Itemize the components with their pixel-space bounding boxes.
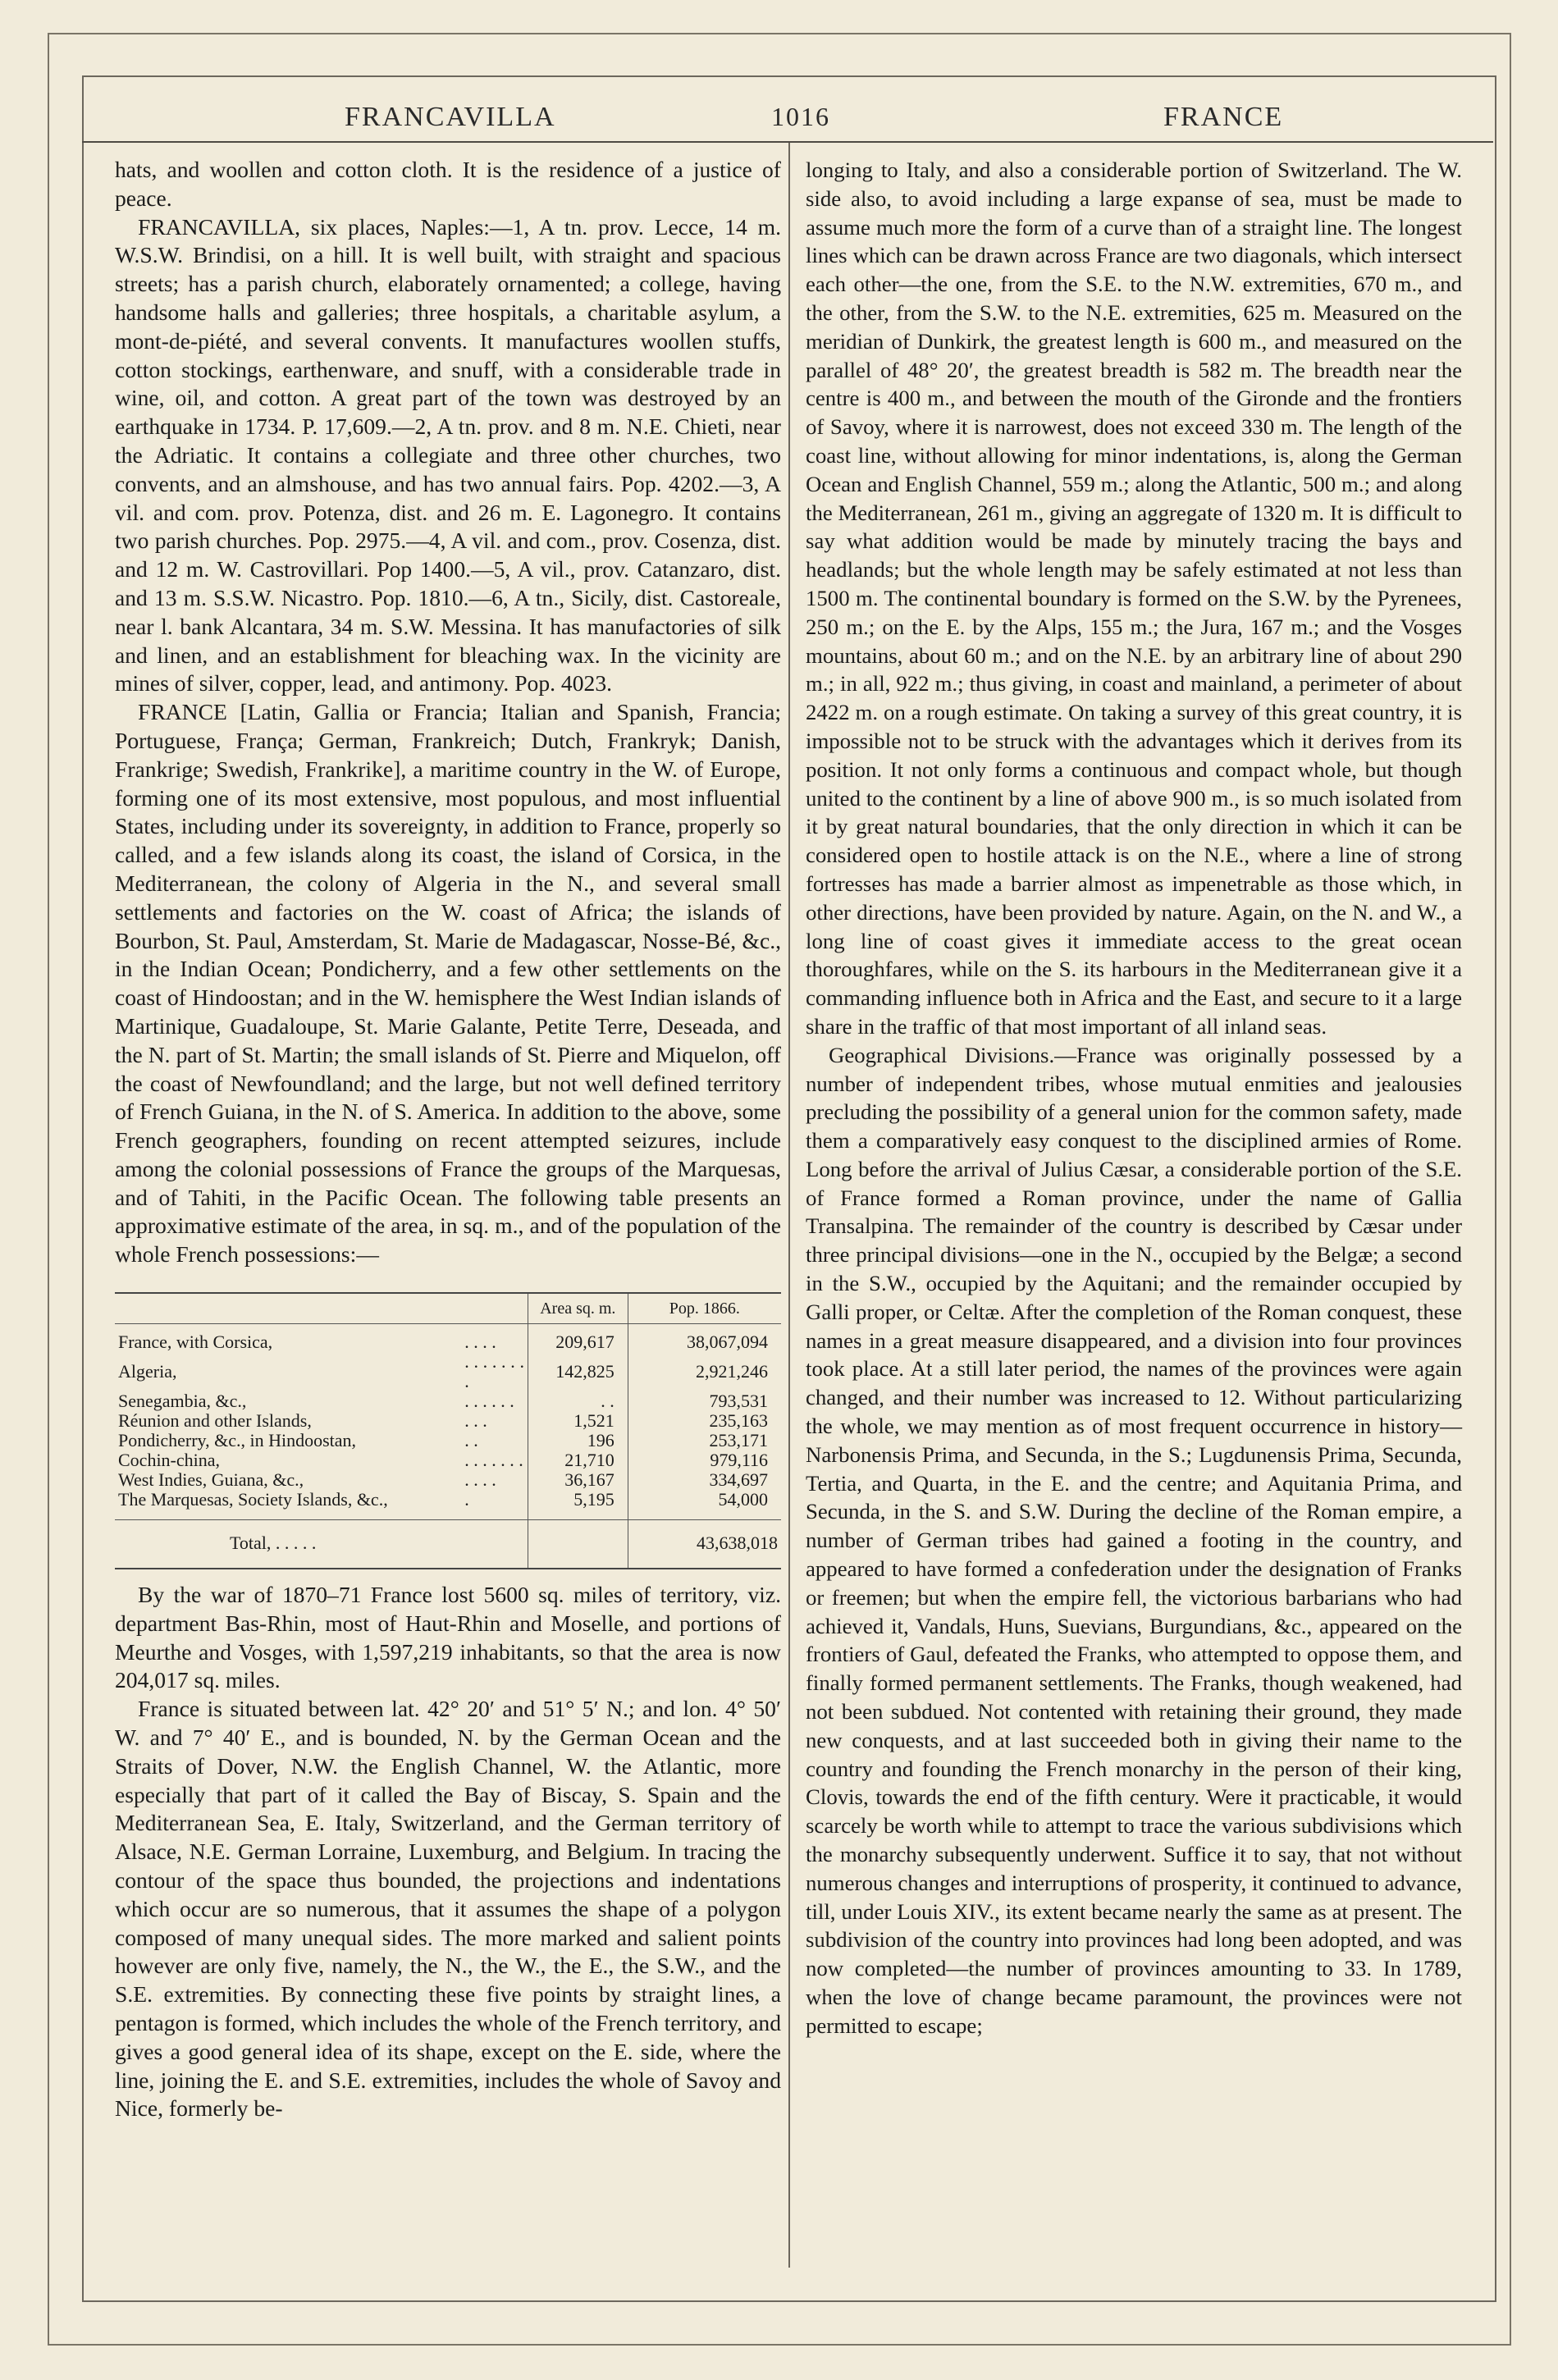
paragraph-situation: France is situated between lat. 42° 20′ and 51° 5′ N.; and lon. 4° 50′ W. and 7° 40′ E., and is bounded, N. by the German Ocean and the Straits of Dover, N.W. the English Channel, W. the Atlantic, more especially that part of it called the Bay of Biscay, S. Spain and the Mediterranean Sea, E. Italy, Switzerland, and the German territory of Alsace, N.E. German Lorraine, Luxemburg, and Belgium. In tracing the contour of the space thus bounded, the projections and indentations which occur are so numerous, that it assumes the shape of a polygon composed of many unequal sides. The more marked and salient points however are only five, namely, the N., the W., the E., the S.W., and the S.E. extremities. By connecting these five points by straight lines, a pentagon is formed, which includes the whole of the French territory, and gives a good general idea of its shape, except on the E. side, where the line, joining the E. and S.E. extremities, includes the whole of Savoy and Nice, formerly be- (115, 1696, 781, 2122)
page-number: 1016 (771, 102, 830, 131)
row-area: 209,617 (528, 1324, 628, 1353)
row-pop: 253,171 (628, 1431, 781, 1450)
row-area: 1,521 (528, 1411, 628, 1431)
row-pop: 334,697 (628, 1470, 781, 1490)
table-row (115, 1450, 781, 1470)
table-row (115, 1352, 781, 1391)
table-row (115, 1324, 781, 1353)
total-pop: 43,638,018 (628, 1520, 781, 1569)
row-dots: . . (464, 1430, 478, 1451)
header-left-catchword: FRANCAVILLA (345, 102, 556, 132)
header-rule (82, 141, 1493, 143)
row-dots: . . . . (464, 1332, 496, 1353)
row-dots: . (464, 1489, 469, 1510)
table-header-area: Area sq. m. (528, 1293, 628, 1324)
row-pop: 2,921,246 (628, 1352, 781, 1391)
row-name: Pondicherry, &c., in Hindoostan, (118, 1430, 357, 1451)
row-name: Senegambia, &c., (118, 1391, 247, 1412)
row-dots: . . . (464, 1410, 487, 1432)
row-name: Cochin-china, (118, 1450, 221, 1471)
column-divider (788, 143, 790, 2268)
row-area: 21,710 (528, 1450, 628, 1470)
table-row (115, 1411, 781, 1431)
total-label: Total, . . . . . (115, 1520, 528, 1569)
paragraph-geographical-divisions: Geographical Divisions.—France was originally possessed by a number of independent tribes, whose mutual enmities and jealousies precluding the possibility of a general union for the common safety, made them a comparatively easy conquest to the disciplined armies of Rome. Long before the arrival of Julius Cæsar, a considerable portion of the S.E. of France formed a Roman province, under the name of Gallia Transalpina. The remainder of the country is described by Cæsar under three principal divisions—one in the N., occupied by the Belgæ; a second in the S.W., occupied by the Aquitani; and the remainder occupied by Galli proper, or Celtæ. After the completion of the Roman conquest, these names in a great measure disappeared, and a division into four provinces took place. At a still later period, the names of the provinces were again changed, and their number was increased to 12. Without particularizing the whole, we may mention as of most frequent occurrence in history—Narbonensis Prima, and Secunda, in the S.; Lugdunensis Prima, Secunda, Tertia, and Quarta, in the E. and the centre; and Aquitania Prima, and Secunda, in the S. and S.W. During the decline of the Roman empire, a number of German tribes had gained a footing in the country, and appeared to have formed a confederation under the designation of Franks or freemen; but when the empire fell, the victorious barbarians who had achieved it, Vandals, Huns, Suevians, Burgundians, &c., appeared on the frontiers of Gaul, defeated the Franks, who attempted to oppose them, and finally formed permanent settlements. The Franks, though weakened, had not been subdued. Not contented with retaining their ground, they made new conquests, and at last succeeded both in giving their name to the country and founding the French monarchy in the person of their king, Clovis, towards the end of the fifth century. Were it practicable, it would scarcely be worth while to attempt to trace the various subdivisions which the monarchy subsequently underwent. Suffice it to say, that not without numerous changes and interruptions of prosperity, it continued to advance, till, under Louis XIV., its extent became nearly the same as at present. The subdivision of the country into provinces had long been adopted, and was now completed—the number of provinces amounting to 33. In 1789, when the love of change became paramount, the provinces were not permitted to escape; (806, 1042, 1462, 2038)
entry-francavilla: FRANCAVILLA, six places, Naples:—1, A tn. prov. Lecce, 14 m. W.S.W. Brindisi, on a hill. It is well built, with straight and spacious streets; has a parish church, elaborately ornamented; a college, having handsome halls and galleries; three hospitals, a charitable asylum, a mont-de-piété, and several convents. It manufactures woollen stuffs, cotton stockings, earthenware, and snuff, with a considerable trade in wine, oil, and cotton. A great part of the town was destroyed by an earthquake in 1734. P. 17,609.—2, A tn. prov. and 8 m. N.E. Chieti, near the Adriatic. It contains a collegiate and three other churches, two convents, and an almshouse, and has two annual fairs. Pop. 4202.—3, A vil. and com. prov. Potenza, dist. and 26 m. E. Lagonegro. It contains two parish churches. Pop. 2975.—4, A vil. and com., prov. Cosenza, dist. and 12 m. W. Castrovillari. Pop 1400.—5, A vil., prov. Catanzaro, dist. and 13 m. S.S.W. Nicastro. Pop. 1810.—6, A tn., Sicily, dist. Castoreale, near l. bank Alcantara, 34 m. S.W. Messina. It has manufactories of silk and linen, and an establishment for bleaching wax. In the vicinity are mines of silver, copper, lead, and antimony. Pop. 4023. (115, 213, 781, 697)
row-pop: 979,116 (628, 1450, 781, 1470)
running-header (82, 90, 1493, 139)
table-row (115, 1431, 781, 1450)
possessions-table (115, 1292, 781, 1569)
row-area: 36,167 (528, 1470, 628, 1490)
table-row (115, 1391, 781, 1411)
row-area: 142,825 (528, 1352, 628, 1391)
row-area: . . (528, 1391, 628, 1411)
row-dots: . . . . . . (464, 1391, 514, 1412)
table-total-row (115, 1520, 781, 1569)
row-name: Algeria, (118, 1361, 177, 1382)
row-pop: 54,000 (628, 1490, 781, 1520)
table-header-name (115, 1293, 461, 1324)
row-name: The Marquesas, Society Islands, &c., (118, 1489, 388, 1510)
table-row (115, 1470, 781, 1490)
paragraph-war-losses: By the war of 1870–71 France lost 5600 sq. miles of territory, viz. department Bas-Rhin, most of Haut-Rhin and Moselle, and portions of Meurthe and Vosges, with 1,597,219 inhabitants, so that the area is now 204,017 sq. miles. (115, 1582, 781, 1693)
header-right-catchword: FRANCE (1163, 102, 1284, 132)
row-name: Réunion and other Islands, (118, 1410, 312, 1432)
row-dots: . . . . . . . . (464, 1351, 524, 1392)
table-header-pop: Pop. 1866. (628, 1293, 781, 1324)
row-dots: . . . . . . . (464, 1450, 523, 1471)
table-row (115, 1490, 781, 1520)
entry-france-intro: FRANCE [Latin, Gallia or Francia; Italian and Spanish, Francia; Portuguese, França; German, Frankreich; Dutch, Frankryk; Danish, Frankrige; Swedish, Frankrike], a maritime country in the W. of Europe, forming one of its most extensive, most populous, and most influential States, including under its sovereignty, in addition to France, properly so called, and a few islands along its coast, the island of Corsica, in the Mediterranean, the colony of Algeria in the N., and several small settlements and factories on the W. coast of Africa; the islands of Bourbon, St. Paul, Amsterdam, St. Marie de Madagascar, Nosse-Bé, &c., in the Indian Ocean; Pondicherry, and a few other settlements on the coast of Hindoostan; and in the W. hemisphere the West Indian islands of Martinique, Guadaloupe, St. Marie Galante, Petite Terre, Deseada, and the N. part of St. Martin; the small islands of St. Pierre and Miquelon, off the coast of Newfoundland; and the large, but not well defined territory of French Guiana, in the N. of S. America. In addition to the above, some French geographers, founding on recent attempted seizures, include among the colonial possessions of France the groups of the Marquesas, and of Tahiti, in the Pacific Ocean. The following table presents an approximative estimate of the area, in sq. m., and of the population of the whole French possessions:— (115, 699, 781, 1268)
row-pop: 793,531 (628, 1391, 781, 1411)
left-column (115, 156, 781, 2123)
total-area (528, 1520, 628, 1569)
paragraph-boundaries: longing to Italy, and also a considerable portion of Switzerland. The W. side also, to avoid including a large expanse of sea, must be made to assume much more the form of a curve than of a straight line. The longest lines which can be drawn across France are two diagonals, which intersect each other—the one, from the S.E. to the N.W. extremities, 670 m., and the other, from the S.W. to the N.E. extremities, 625 m. Measured on the meridian of Dunkirk, the greatest length is 600 m., and measured on the parallel of 48° 20′, the greatest breadth is 582 m. The breadth near the centre is 400 m., and between the mouth of the Gironde and the frontiers of Savoy, where it is narrowest, does not exceed 330 m. The length of the coast line, without allowing for minor indentations, is, along the German Ocean and English Channel, 559 m.; along the Atlantic, 500 m.; and along the Mediterranean, 261 m., giving an aggregate of 1320 m. It is difficult to say what addition would be made by minutely tracing the bays and headlands; but the whole length may be safely estimated at not less than 1500 m. The continental boundary is formed on the S.W. by the Pyrenees, 250 m.; on the E. by the Alps, 155 m.; the Jura, 167 m.; and the Vosges mountains, about 60 m.; and on the N.E. by an arbitrary line of about 290 m.; in all, 922 m.; thus giving, in coast and mainland, a perimeter of about 2422 m. on a rough estimate. On taking a survey of this great country, it is impossible not to be struck with the advantages which it derives from its position. It not only forms a continuous and compact whole, but though united to the continent by a line of above 900 m., is so much isolated from it by great natural boundaries, that the only direction in which it can be considered open to hostile attack is on the N.E., where a line of strong fortresses has made a barrier almost as impenetrable as those which, in other directions, have been provided by nature. Again, on the N. and W., a long line of coast gives it immediate access to the great ocean thoroughfares, while on the S. its harbours in the Mediterranean give it a commanding influence both in Africa and the East, and secure to it a large share in the traffic of that most important of all inland seas. (806, 158, 1462, 1039)
row-area: 5,195 (528, 1490, 628, 1520)
row-dots: . . . . (464, 1469, 496, 1491)
row-area: 196 (528, 1431, 628, 1450)
paragraph-continuation: hats, and woollen and cotton cloth. It is the residence of a justice of peace. (115, 157, 781, 211)
row-name: France, with Corsica, (118, 1332, 273, 1353)
row-pop: 38,067,094 (628, 1324, 781, 1353)
table-header-dots (461, 1293, 528, 1324)
right-column (806, 156, 1462, 2040)
row-pop: 235,163 (628, 1411, 781, 1431)
table-header-row (115, 1293, 781, 1324)
row-name: West Indies, Guiana, &c., (118, 1469, 304, 1491)
